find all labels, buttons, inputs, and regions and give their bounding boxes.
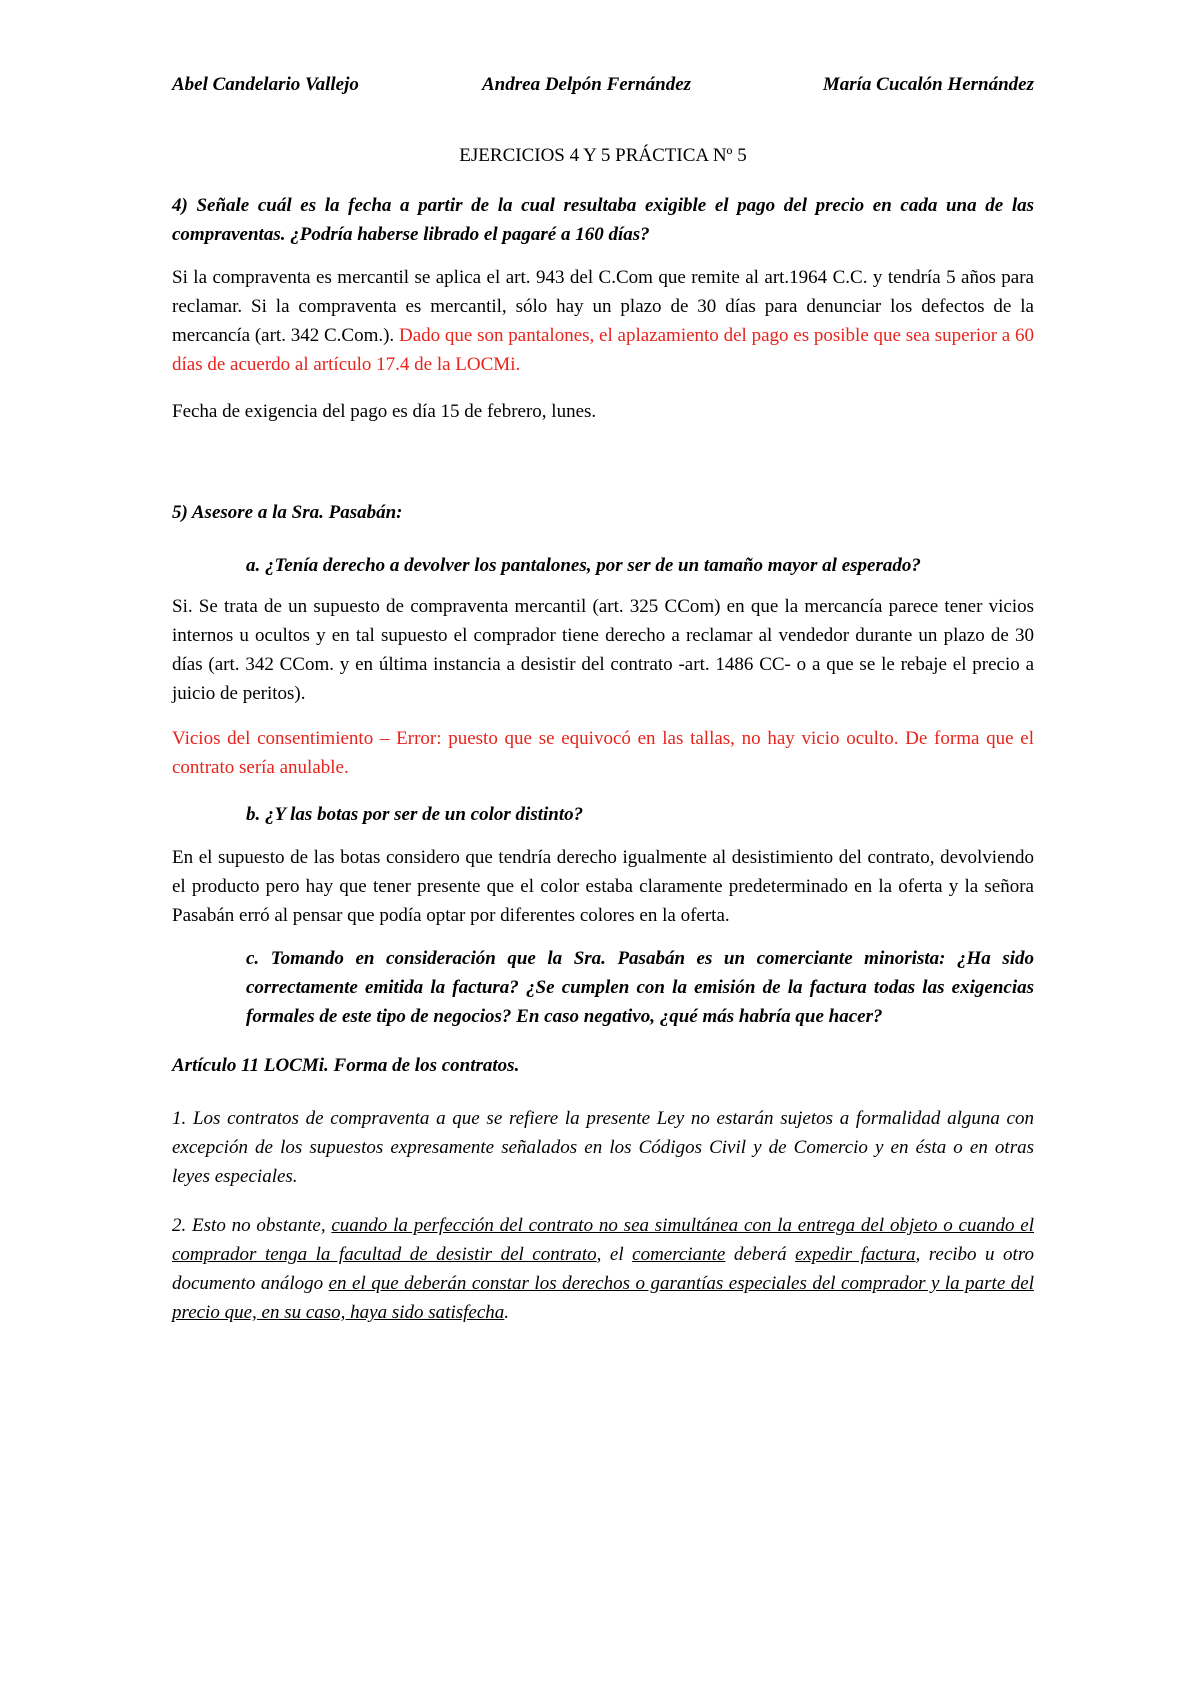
author-1: Abel Candelario Vallejo	[172, 74, 359, 95]
p2-part-2: , el	[596, 1244, 633, 1265]
p2-underline-1: cuando la perfección del contrato no sea simultánea con la entrega del objeto o cuando el comprador tenga la facultad de desistir del contrato	[172, 1215, 1034, 1265]
article-heading: Artículo 11 LOCMi. Forma de los contratos.	[172, 1055, 520, 1076]
p2-part-0: 2. Esto no obstante,	[172, 1215, 332, 1236]
question-5c: c. Tomando en consideración que la Sra. Pasabán es un comerciante minorista: ¿Ha sido correctamente emitida la factura? ¿Se cumplen con la emisión de la factura todas las exigencias formales de este tipo de negocios? En caso negativo, ¿qué más habría que hacer?	[246, 948, 1034, 1027]
p2-underline-7: en el que deberán constar los derechos o garantías especiales del comprador y la parte del precio que, en su caso, haya sido satisfecha	[172, 1273, 1034, 1323]
answer-5b: En el supuesto de las botas considero que tendría derecho igualmente al desistimiento del contrato, devolviendo el producto pero hay que tener presente que el color estaba claramente predeterminado en la oferta y la señora Pasabán erró al pensar que podía optar por diferentes colores en la oferta.	[172, 847, 1034, 926]
article-paragraph-2	[172, 1211, 1034, 1327]
author-3: María Cucalón Hernández	[822, 74, 1034, 95]
question-5b: b. ¿Y las botas por ser de un color distinto?	[246, 804, 584, 825]
answer-5a-red-note: Vicios del consentimiento – Error: puesto que se equivocó en las tallas, no hay vicio oculto. De forma que el contrato sería anulable.	[172, 728, 1034, 778]
p2-underline-3: comerciante	[632, 1244, 726, 1265]
document-body	[172, 145, 1034, 1327]
answer-4-red-note: Dado que son pantalones, el aplazamiento del pago es posible que sea superior a 60 días de acuerdo al artículo 17.4 de la LOCMi.	[172, 325, 1035, 375]
author-2: Andrea Delpón Fernández	[482, 74, 692, 95]
answer-4-text: Si la compraventa es mercantil se aplica el art. 943 del C.Com que remite al art.1964 C.C. y tendría 5 años para reclamar. Si la compraventa es mercantil, sólo hay un plazo de 30 días para denunciar los defectos de la mercancía (art. 342 C.Com.).	[172, 267, 1034, 346]
question-4: 4) Señale cuál es la fecha a partir de la cual resultaba exigible el pago del precio en cada una de las compraventas. ¿Podría haberse librado el pagaré a 160 días?	[172, 195, 1034, 245]
answer-4	[172, 263, 1034, 379]
p2-part-6: , recibo u otro documento análogo	[172, 1244, 1035, 1294]
answer-5a: Si. Se trata de un supuesto de compraventa mercantil (art. 325 CCom) en que la mercancía parece tener vicios internos u ocultos y en tal supuesto el comprador tiene derecho a reclamar al vendedor durante un plazo de 30 días (art. 342 CCom. y en última instancia a desistir del contrato -art. 1486 CC- o a que se le rebaje el precio a juicio de peritos).	[172, 596, 1034, 704]
p2-part-4: deberá	[725, 1244, 796, 1265]
question-5a: a. ¿Tenía derecho a devolver los pantalones, por ser de un tamaño mayor al esperado?	[246, 555, 921, 576]
authors-header	[172, 74, 1034, 104]
document-title: EJERCICIOS 4 Y 5 PRÁCTICA Nº 5	[459, 145, 747, 166]
p2-underline-5: expedir factura	[795, 1244, 916, 1265]
article-paragraph-1: 1. Los contratos de compraventa a que se refiere la presente Ley no estarán sujetos a formalidad alguna con excepción de los supuestos expresamente señalados en los Códigos Civil y de Comercio y en ésta o en otras leyes especiales.	[172, 1108, 1034, 1187]
payment-date-answer: Fecha de exigencia del pago es día 15 de febrero, lunes.	[172, 401, 597, 422]
question-5-heading: 5) Asesore a la Sra. Pasabán:	[172, 502, 403, 523]
p2-part-8: .	[504, 1302, 510, 1323]
